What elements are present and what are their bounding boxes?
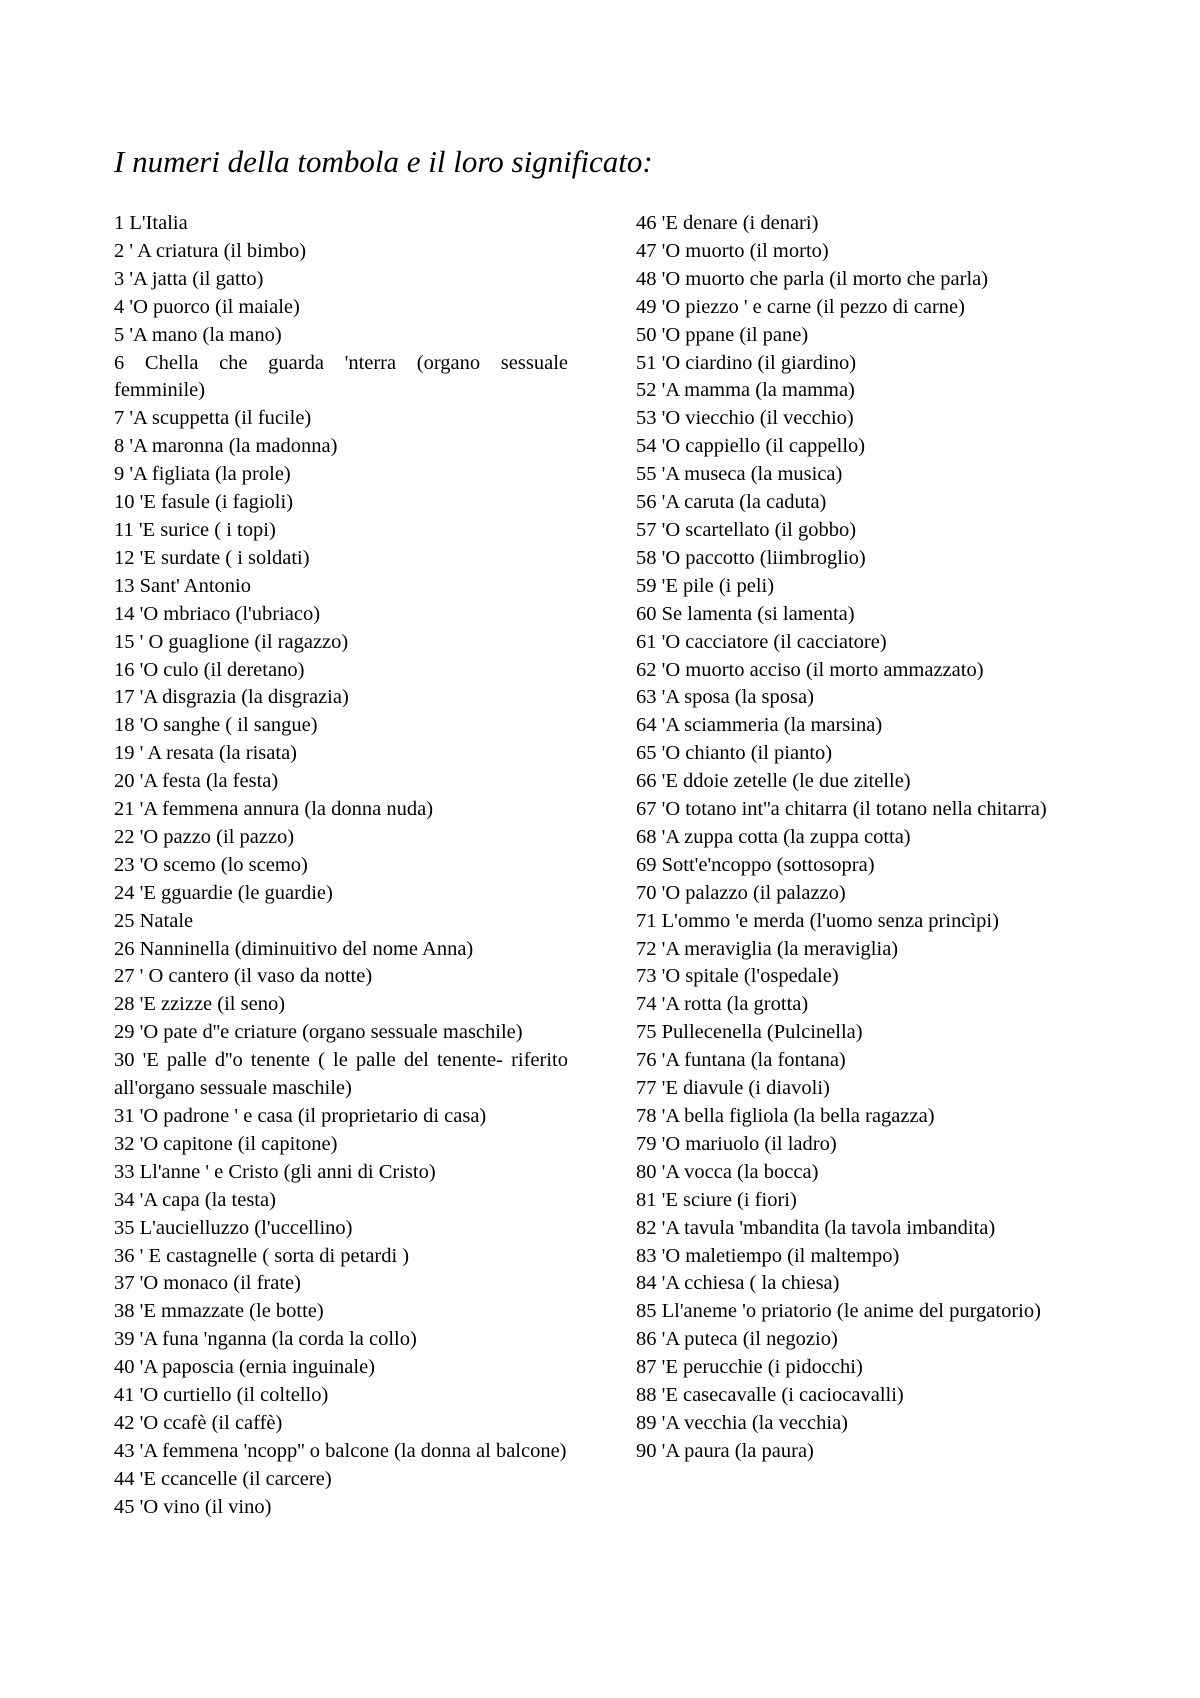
list-item: 19 ' A resata (la risata) [114,742,297,765]
list-item: 14 'O mbriaco (l'ubriaco) [114,602,321,625]
list-item: 44 'E ccancelle (il carcere) [114,1467,332,1490]
list-item: 76 'A funtana (la fontana) [636,1049,846,1072]
list-item: 58 'O paccotto (liimbroglio) [636,546,866,569]
list-item: 34 'A capa (la testa) [114,1188,276,1211]
list-item: 51 'O ciardino (il giardino) [636,351,857,374]
list-item: 33 Ll'anne ' e Cristo (gli anni di Cristo) [114,1160,436,1183]
list-item: 73 'O spitale (l'ospedale) [636,965,839,988]
list-item: 68 'A zuppa cotta (la zuppa cotta) [636,825,911,848]
list-item: 43 'A femmena 'ncopp'' o balcone (la donna al balcone) [114,1439,567,1462]
list-item: 89 'A vecchia (la vecchia) [636,1411,848,1434]
list-item: 32 'O capitone (il capitone) [114,1132,338,1155]
list-item: 5 'A mano (la mano) [114,323,282,346]
list-item: 74 'A rotta (la grotta) [636,993,809,1016]
list-item: 4 'O puorco (il maiale) [114,295,300,318]
list-item: 30 'E palle d''o tenente ( le palle del tenente- riferito all'organo sessuale maschile) [114,1049,568,1100]
list-item: 11 'E surice ( i topi) [114,518,276,541]
list-item: 31 'O padrone ' e casa (il proprietario di casa) [114,1105,487,1127]
list-item: 81 'E sciure (i fiori) [636,1188,797,1211]
list-item: 77 'E diavule (i diavoli) [636,1077,830,1100]
list-item: 71 L'ommo 'e merda (l'uomo senza princìpi) [636,909,999,932]
list-item: 72 'A meraviglia (la meraviglia) [636,937,899,960]
list-item: 38 'E mmazzate (le botte) [114,1300,324,1323]
list-item: 82 'A tavula 'mbandita (la tavola imbandita) [636,1216,996,1239]
list-item: 79 'O mariuolo (il ladro) [636,1132,837,1155]
list-item: 39 'A funa 'nganna (la corda la collo) [114,1328,417,1351]
list-item: 61 'O cacciatore (il cacciatore) [636,630,887,653]
list-item: 1 L'Italia [114,212,188,234]
list-item: 17 'A disgrazia (la disgrazia) [114,686,349,709]
list-item: 78 'A bella figliola (la bella ragazza) [636,1105,935,1127]
list-item: 65 'O chianto (il pianto) [636,742,833,765]
list-item: 55 'A museca (la musica) [636,463,843,486]
list-item: 37 'O monaco (il frate) [114,1272,301,1295]
list-item: 84 'A cchiesa ( la chiesa) [636,1272,840,1295]
list-item: 7 'A scuppetta (il fucile) [114,407,312,430]
list-item: 53 'O viecchio (il vecchio) [636,407,854,430]
list-item: 42 'O ccafè (il caffè) [114,1411,283,1434]
list-item: 24 'E gguardie (le guardie) [114,881,333,904]
list-item: 63 'A sposa (la sposa) [636,686,814,709]
list-item: 56 'A caruta (la caduta) [636,491,827,514]
list-item: 88 'E casecavalle (i caciocavalli) [636,1384,904,1407]
page-title: I numeri della tombola e il loro significato: [114,144,653,179]
list-item: 26 Nanninella (diminuitivo del nome Anna) [114,937,474,960]
list-item: 40 'A paposcia (ernia inguinale) [114,1356,375,1379]
list-item: 52 'A mamma (la mamma) [636,379,855,402]
list-item: 2 ' A criatura (il bimbo) [114,239,307,262]
list-item: 49 'O piezzo ' e carne (il pezzo di carne) [636,295,965,318]
list-item: 29 'O pate d''e criature (organo sessuale maschile) [114,1021,523,1044]
list-item: 41 'O curtiello (il coltello) [114,1384,329,1407]
list-item: 54 'O cappiello (il cappello) [636,435,866,458]
list-item: 8 'A maronna (la madonna) [114,435,338,458]
list-item: 3 'A jatta (il gatto) [114,267,264,290]
list-item: 20 'A festa (la festa) [114,770,279,793]
list-item: 59 'E pile (i peli) [636,574,775,597]
list-item: 48 'O muorto che parla (il morto che parla) [636,267,989,290]
list-item: 70 'O palazzo (il palazzo) [636,881,846,904]
list-item: 66 'E ddoie zetelle (le due zitelle) [636,770,911,793]
list-item: 16 'O culo (il deretano) [114,658,305,681]
list-item: 22 'O pazzo (il pazzo) [114,825,295,848]
list-item: 28 'E zzizze (il seno) [114,993,286,1016]
list-item: 35 L'aucielluzzo (l'uccellino) [114,1216,353,1239]
list-item: 21 'A femmena annura (la donna nuda) [114,798,434,821]
list-item: 85 Ll'aneme 'o priatorio (le anime del purgatorio) [636,1300,1041,1323]
list-item: 60 Se lamenta (si lamenta) [636,602,855,625]
list-item: 23 'O scemo (lo scemo) [114,853,308,876]
list-item: 10 'E fasule (i fagioli) [114,491,294,514]
list-item: 90 'A paura (la paura) [636,1439,814,1462]
list-item: 57 'O scartellato (il gobbo) [636,518,857,541]
list-item: 69 Sott'e'ncoppo (sottosopra) [636,853,875,876]
list-item: 9 'A figliata (la prole) [114,463,291,486]
list-item: 47 'O muorto (il morto) [636,239,829,262]
list-item: 13 Sant' Antonio [114,574,251,597]
list-item: 87 'E perucchie (i pidocchi) [636,1356,863,1379]
list-item: 67 'O totano int''a chitarra (il totano nella chitarra) [636,798,1047,821]
list-item: 27 ' O cantero (il vaso da notte) [114,965,373,988]
list-item: 80 'A vocca (la bocca) [636,1160,819,1183]
list-item: 86 'A puteca (il negozio) [636,1328,838,1351]
list-item: 12 'E surdate ( i soldati) [114,546,310,569]
list-item: 36 ' E castagnelle ( sorta di petardi ) [114,1244,410,1267]
list-item: 25 Natale [114,909,194,932]
list-item: 75 Pullecenella (Pulcinella) [636,1021,863,1044]
list-item: 64 'A sciammeria (la marsina) [636,714,883,737]
list-item: 50 'O ppane (il pane) [636,323,809,346]
entries-list-left [114,210,568,1522]
list-item: 83 'O maletiempo (il maltempo) [636,1244,900,1267]
list-item: 6 Chella che guarda 'nterra (organo sessuale femminile) [114,351,568,402]
entries-list-right [636,210,1090,1466]
list-item: 18 'O sanghe ( il sangue) [114,714,318,737]
list-item: 46 'E denare (i denari) [636,212,819,234]
list-item: 15 ' O guaglione (il ragazzo) [114,630,349,653]
list-item: 45 'O vino (il vino) [114,1495,272,1518]
list-item: 62 'O muorto acciso (il morto ammazzato) [636,658,984,681]
